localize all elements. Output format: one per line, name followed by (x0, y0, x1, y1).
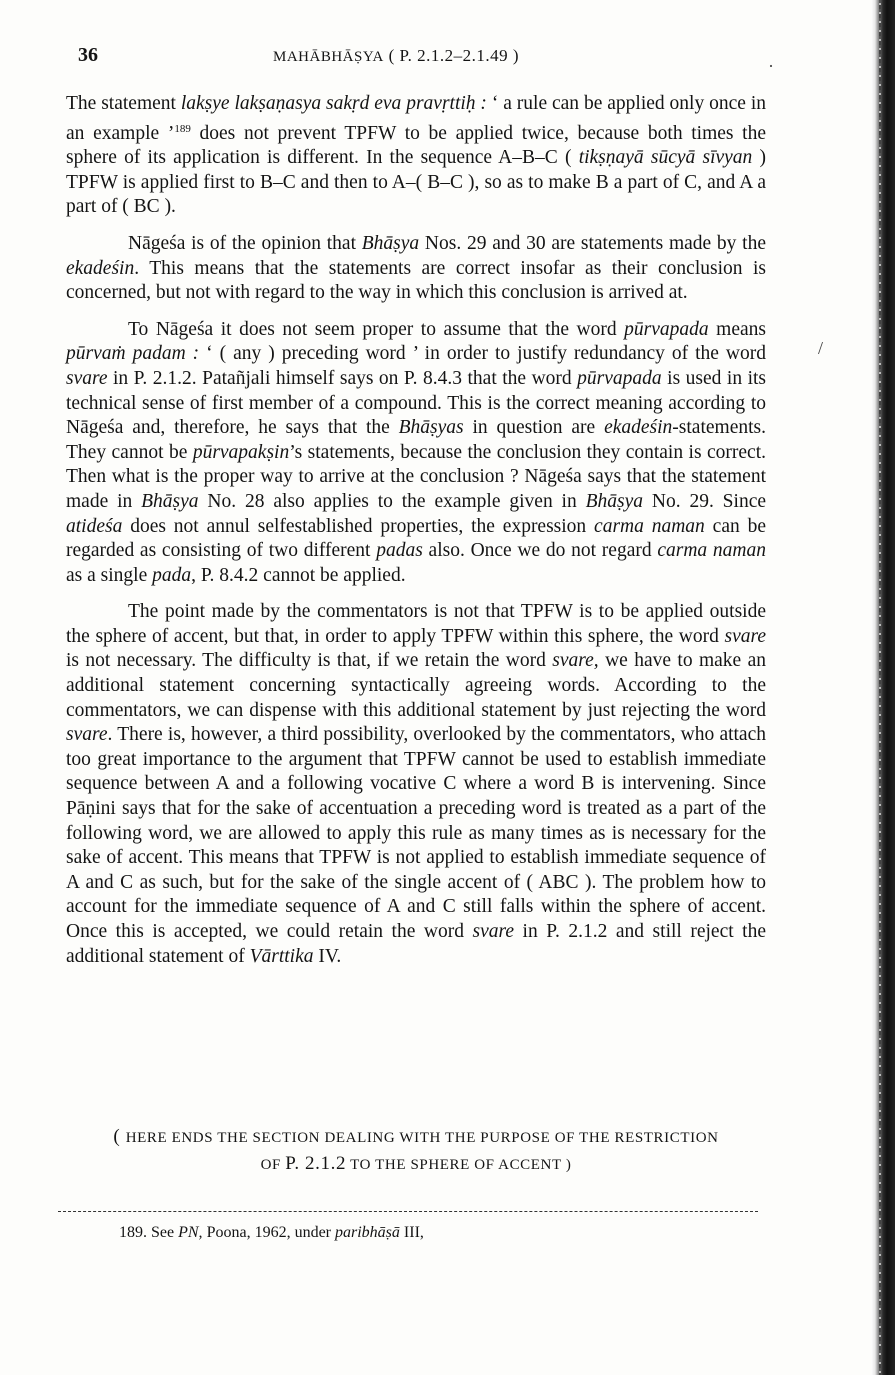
italic-run: PN, (178, 1224, 203, 1241)
text-run: does not prevent TPFW to be applied twice, because both times the sphere of its application is different. In the sequence A–B–C ( (66, 122, 767, 169)
text-run: in question are (463, 417, 605, 439)
text-run: ’s statements, because the conclusion they contain is correct. Then what is the proper way to arrive at the conclusion ? Nāgeśa says that the statement made in (66, 441, 767, 512)
running-head-reference: ( P. 2.1.2–2.1.49 ) (383, 46, 520, 65)
text-run: TO THE SPHERE OF ACCENT ) (346, 1157, 572, 1173)
text-run: . This means that the statements are correct insofar as their conclusion is concerned, but not with regard to the way in which this conclusion is arrived at. (66, 257, 766, 304)
italic-run: tikṣṇayā sūcyā sīvyan (578, 147, 753, 169)
italic-run: pūrvapakṣin (192, 441, 290, 463)
text-run: -statements. They cannot be (66, 417, 766, 463)
italic-run: pada (152, 564, 192, 586)
text-run: ( (113, 1126, 126, 1147)
text-run: as a single (66, 564, 153, 586)
text-run: we have to make an additional statement concerning syntactically agreeing words. According to the commentators, we can dispense with this additional statement by just rejecting the word (66, 650, 766, 721)
italic-run: ekadeśin (604, 417, 673, 439)
italic-run: Bhāṣya (585, 490, 643, 512)
text-run: Nāgeśa is of the opinion that (128, 232, 362, 254)
text-run: ‘ a rule can be applied only once in an example ’ (66, 93, 766, 144)
text-run: in P. 2.1.2. Patañjali himself says on P. 8.4.3 that the word (107, 367, 578, 389)
italic-run: svare (472, 921, 515, 942)
text-run: No. 29. Since (643, 490, 767, 512)
italic-run: padas (376, 540, 423, 562)
text-run: . There is, however, a third possibility, overlooked by the commentators, who attach too great importance to the argument that TPFW cannot be used to establish immediate sequence between A and a following vocative C where a word B is intervening. Since Pāṇini says that for the sake of accentuation a preceding word is treated as a part of the following word, we are allowed to apply this rule as many times as is necessary for the sake of accent. This means that TPFW is not applied to establish immediate sequence of A and C as such, but for the sake of the single accent of ( ABC ). The problem how to account for the immediate sequence of A and C still falls within the sphere of accent. Once this is accepted, we could retain the word (66, 724, 766, 942)
italic-run: Bhāṣya (141, 490, 199, 512)
text-run: The statement (66, 93, 181, 114)
footnote-reference: 189 (174, 122, 191, 135)
italic-run: svare, (552, 650, 599, 672)
paragraph-1 (66, 92, 766, 220)
text-run: No. 28 also applies to the example given in (198, 490, 586, 512)
text-run: HERE ENDS THE SECTION DEALING WITH THE PURPOSE OF THE RESTRICTION (125, 1130, 719, 1146)
italic-run: svare (66, 724, 108, 746)
page-header (78, 44, 778, 74)
text-run: IV. (313, 945, 342, 967)
running-head (273, 46, 519, 66)
text-run: does not annul selfestablished properties, the expression (122, 515, 595, 537)
italic-run: carma naman (594, 515, 705, 537)
italic-run: paribhāṣā (335, 1224, 400, 1241)
text-run: also. Once we do not regard (422, 540, 658, 562)
italic-run: svare (724, 625, 766, 647)
text-run: ) TPFW is applied first to B–C and then to A–( B–C ), so as to make B a part of C, and A a part of ( BC ). (66, 147, 767, 218)
italic-run: atideśa (66, 515, 123, 537)
page-number: 36 (78, 44, 98, 66)
italic-run: pūrvapada (577, 367, 662, 389)
footnote-divider (58, 1211, 758, 1212)
footnote-number: 189. (119, 1224, 147, 1241)
italic-run: Bhāṣyas (398, 417, 464, 439)
section-end-line-1 (66, 1124, 766, 1151)
text-run: The point made by the commentators is not that TPFW is to be applied outside the sphere of accent, but that, in order to apply TPFW within this sphere, the word (66, 601, 766, 647)
body-text (66, 92, 766, 981)
text-run: OF (260, 1157, 286, 1173)
italic-run: pūrvapada (624, 318, 709, 340)
paragraph-4 (66, 600, 766, 969)
running-head-title: MAHĀBHĀṢYA (273, 49, 384, 65)
scan-edge-shadow (871, 0, 895, 1375)
italic-run: ekadeśin (66, 257, 135, 279)
text-run: in P. 2.1.2 and still reject the additional statement of (66, 921, 766, 967)
text-run: means (708, 318, 766, 340)
paragraph-2 (66, 232, 766, 306)
text-run: Poona, 1962, under (202, 1224, 335, 1241)
italic-run: carma naman (657, 540, 766, 562)
paragraph-3 (66, 318, 766, 589)
text-run: can be regarded as consisting of two different (66, 515, 766, 562)
text-run: To Nāgeśa it does not seem proper to assume that the word (128, 318, 625, 340)
italic-run: lakṣye lakṣaṇasya sakṛd eva pravṛttiḥ : (180, 93, 487, 114)
scan-speck: · (768, 56, 774, 76)
text-run: Nos. 29 and 30 are statements made by the (419, 232, 766, 254)
italic-run: svare (66, 367, 108, 389)
text-run: III, (399, 1224, 424, 1241)
text-run: See (147, 1224, 179, 1241)
italic-run: Bhāṣya (361, 232, 420, 254)
margin-tick-mark: / (818, 338, 824, 358)
footnote-189 (119, 1224, 759, 1242)
text-run: is used in its technical sense of first member of a compound. This is the correct meaning according to Nāgeśa and, therefore, he says that the (66, 367, 767, 439)
italic-run: pūrvaṁ padam : (66, 343, 200, 365)
section-end-line-2 (66, 1151, 766, 1178)
text-run: is not necessary. The difficulty is that, if we retain the word (66, 650, 553, 672)
text-run: P. 2.1.2 (285, 1153, 347, 1174)
italic-run: Vārttika (249, 945, 314, 967)
text-run: ‘ ( any ) preceding word ’ in order to justify redundancy of the word (199, 343, 766, 365)
section-end-note (66, 1124, 766, 1178)
text-run: , P. 8.4.2 cannot be applied. (191, 564, 406, 586)
